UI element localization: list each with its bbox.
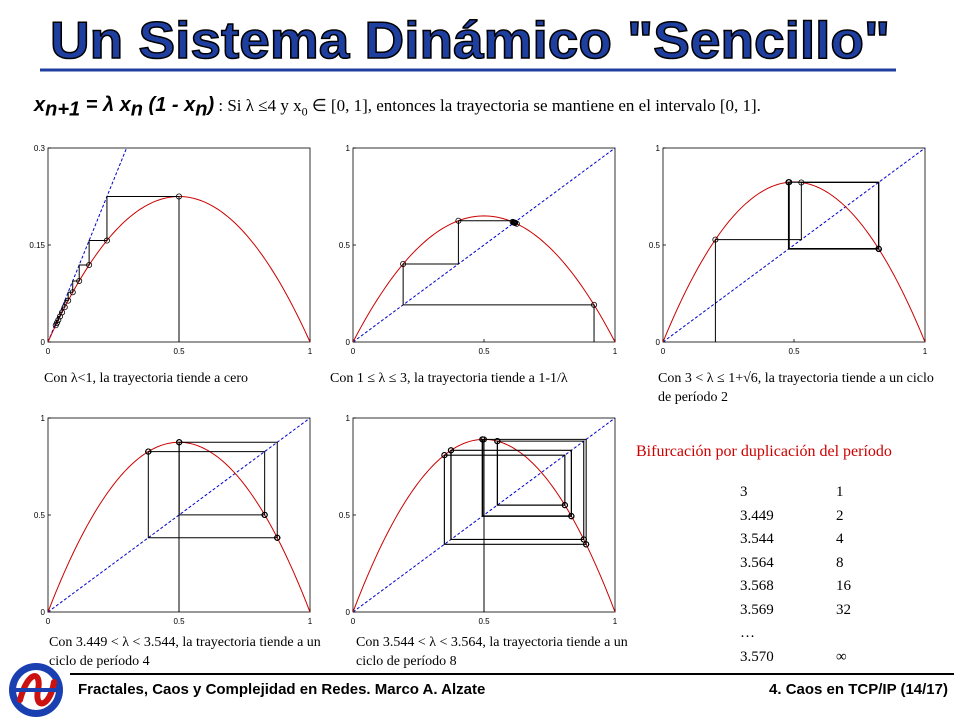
bifurcation-row: [740, 575, 851, 599]
cobweb-plot-4: [28, 410, 318, 630]
bifurcation-lambda: 3.569: [740, 601, 774, 618]
eq-condition: : Si λ ≤4 y x: [214, 96, 302, 115]
y-tick-label: 1: [40, 414, 45, 423]
x-tick-label: 1: [612, 617, 618, 626]
x-tick-label: 0.5: [478, 347, 490, 356]
footer-right: 4. Caos en TCP/IP (14/17): [769, 681, 948, 698]
eq-cond-sub: 0: [301, 104, 308, 119]
y-tick-label: 1: [345, 414, 350, 423]
y-tick-label: 0.5: [648, 241, 660, 250]
eq-lhs: x: [34, 94, 46, 116]
y-tick-label: 1: [655, 144, 660, 153]
cobweb-plot-1: [28, 140, 318, 360]
y-tick-label: 1: [345, 144, 350, 153]
caption-plot-2: Con 1 ≤ λ ≤ 3, la trayectoria tiende a 1-1/λ: [330, 371, 568, 386]
bifurcation-row: [740, 552, 851, 576]
bifurcation-lambda: 3.564: [740, 554, 774, 571]
y-tick-label: 0: [655, 338, 660, 347]
bifurcation-lambda: 3.449: [740, 507, 774, 524]
cobweb-trajectory: [444, 439, 586, 612]
eq-rhs-sub2: n: [195, 98, 208, 121]
x-tick-label: 1: [922, 347, 928, 356]
cobweb-plot-2: [333, 140, 623, 360]
bifurcation-period: 32: [836, 601, 851, 618]
x-tick-label: 0: [660, 347, 666, 356]
bifurcation-period: 16: [836, 578, 851, 594]
eq-rhs-3: ): [207, 94, 215, 116]
caption-plot-3: Con 3 < λ ≤ 1+√6, la trayectoria tiende a un ciclo de período 2: [658, 371, 934, 405]
cobweb-plot-5: [333, 410, 623, 630]
y-tick-label: 0.5: [338, 511, 350, 520]
eq-condition-end: ∈ [0, 1], entonces la trayectoria se mantiene en el intervalo [0, 1].: [307, 96, 761, 115]
bifurcation-row: [740, 505, 851, 529]
caption-plot-1: Con λ<1, la trayectoria tiende a cero: [44, 371, 248, 386]
identity-line: [353, 148, 615, 342]
y-tick-label: 0: [345, 608, 350, 617]
plot-area: [353, 148, 615, 342]
bifurcation-lambda: 3.544: [740, 531, 774, 547]
caption-plot-5: Con 3.544 < λ < 3.564, la trayectoria tiende a un ciclo de período 8: [356, 635, 628, 669]
logistic-curve: [353, 216, 615, 342]
bifurcation-lambda: 3.568: [740, 578, 774, 594]
bifurcation-row: [740, 646, 851, 670]
x-tick-label: 0.5: [173, 347, 185, 356]
bifurcation-lambda: …: [740, 625, 755, 641]
y-tick-label: 0: [40, 338, 45, 347]
slide-title: [0, 0, 960, 80]
cobweb-trajectory: [148, 442, 277, 612]
eq-rhs-sub1: n: [130, 98, 143, 121]
x-tick-label: 0: [45, 347, 51, 356]
y-tick-label: 0.3: [33, 144, 45, 153]
cobweb-trajectory: [715, 182, 878, 342]
plot-area: [353, 418, 615, 612]
plot-area: [48, 140, 310, 342]
x-tick-label: 0.5: [788, 347, 800, 356]
bifurcation-lambda: 3.570: [740, 648, 774, 665]
y-tick-label: 0: [40, 608, 45, 617]
x-tick-label: 1: [307, 617, 313, 626]
plot-area: [48, 418, 310, 612]
bifurcation-period: 2: [836, 507, 844, 524]
eq-rhs-1: = λ x: [80, 94, 131, 116]
bifurcation-row: [740, 528, 851, 552]
bifurcation-lambda: 3: [740, 484, 748, 500]
x-tick-label: 1: [307, 347, 313, 356]
bifurcation-row: [740, 599, 851, 623]
x-tick-label: 1: [612, 347, 618, 356]
x-tick-label: 0: [350, 617, 356, 626]
equation-line: [34, 94, 944, 121]
x-tick-label: 0.5: [478, 617, 490, 626]
footer-left: Fractales, Caos y Complejidad en Redes. Marco A. Alzate: [78, 681, 486, 698]
footer-divider: [70, 673, 954, 675]
bifurcation-period: ∞: [836, 648, 847, 665]
plot-area: [663, 148, 925, 342]
slide-title-text: Un Sistema Dinámico "Sencillo": [50, 12, 890, 70]
bifurcation-period: 8: [836, 554, 844, 571]
cobweb-trajectory: [55, 197, 179, 343]
y-tick-label: 0: [345, 338, 350, 347]
bifurcation-title: Bifurcación por duplicación del período: [636, 443, 892, 460]
bifurcation-table: [740, 481, 851, 669]
bifurcation-period: 1: [836, 484, 844, 500]
eq-rhs-2: (1 - x: [142, 94, 196, 116]
cobweb-plot-3: [643, 140, 933, 360]
logo-icon: [6, 660, 66, 720]
x-tick-label: 0: [45, 617, 51, 626]
bifurcation-period: 4: [836, 531, 844, 547]
logistic-curve: [663, 182, 925, 342]
y-tick-label: 0.5: [338, 241, 350, 250]
caption-plot-4: Con 3.449 < λ < 3.544, la trayectoria tiende a un ciclo de período 4: [49, 635, 321, 669]
x-tick-label: 0: [350, 347, 356, 356]
cobweb-trajectory: [403, 221, 594, 342]
eq-lhs-sub: n+1: [45, 98, 81, 121]
bifurcation-row: [740, 622, 851, 646]
identity-line: [663, 148, 925, 342]
x-tick-label: 0.5: [173, 617, 185, 626]
bifurcation-row: [740, 481, 851, 505]
y-tick-label: 0.5: [33, 511, 45, 520]
y-tick-label: 0.15: [29, 241, 45, 250]
